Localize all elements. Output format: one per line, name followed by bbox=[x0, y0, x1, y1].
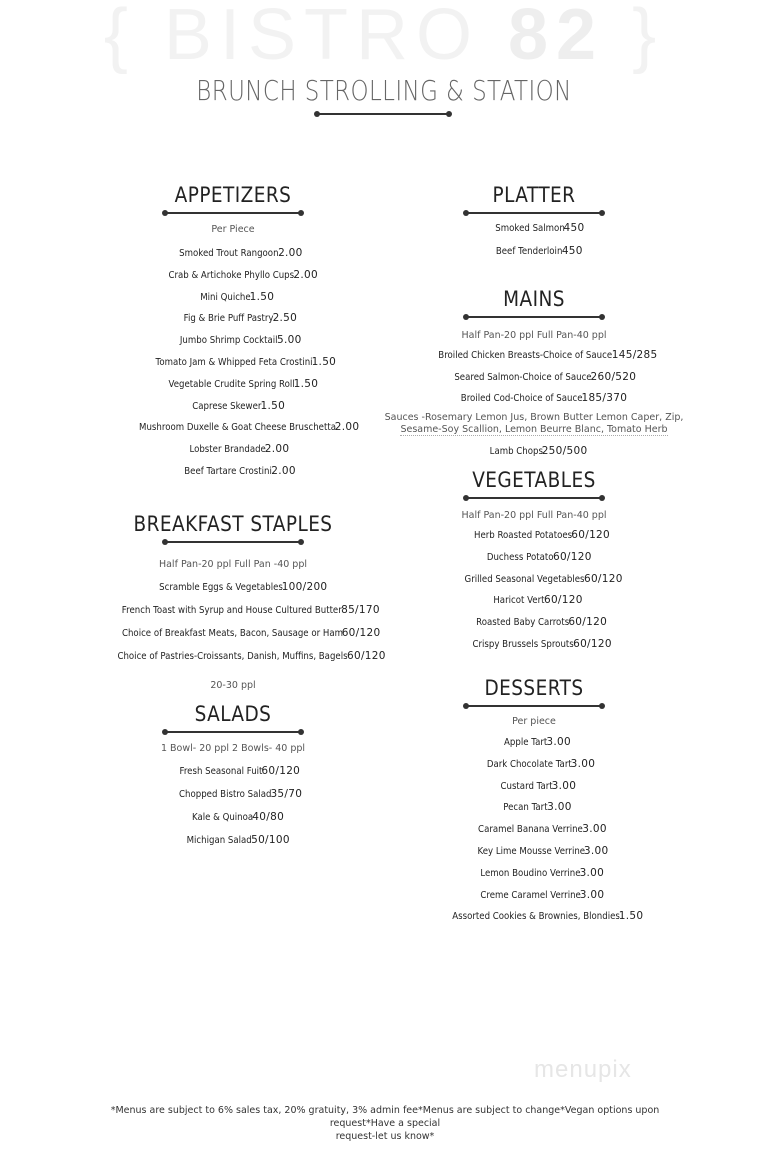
appetizers-items bbox=[83, 243, 383, 483]
list-item: Broiled Cod-Choice of Sauce 185/370 bbox=[460, 392, 628, 404]
list-item: Mini Quiche 1.50 bbox=[199, 290, 275, 303]
desserts-items bbox=[384, 732, 684, 928]
list-item: Beef Tartare Crostini 2.00 bbox=[184, 464, 296, 477]
list-item: Fig & Brie Puff Pastry 2.50 bbox=[183, 312, 298, 325]
salads-list bbox=[83, 742, 383, 852]
desserts-title: DESSERTS bbox=[484, 676, 584, 700]
list-item: Smoked Trout Rangoon 2.00 bbox=[179, 247, 303, 259]
appetizers-list bbox=[83, 223, 383, 483]
list-item: Dark Chocolate Tart 3.00 bbox=[486, 757, 596, 770]
appetizers-section bbox=[113, 183, 353, 207]
list-item: Duchess Potato 60/120 bbox=[487, 550, 592, 563]
list-item: Herb Roasted Potatoes 60/120 bbox=[473, 529, 611, 541]
appetizers-title: APPETIZERS bbox=[174, 183, 292, 207]
list-item: Lobster Brandade 2.00 bbox=[189, 443, 290, 456]
list-item: Lamb Chops 250/500 bbox=[489, 445, 588, 457]
vegetables-note: Half Pan-20 ppl Full Pan-40 ppl bbox=[461, 510, 607, 521]
brand-logo bbox=[0, 0, 768, 76]
breakfast-items bbox=[63, 576, 403, 668]
list-item: Custard Tart 3.00 bbox=[500, 779, 577, 792]
breakfast-list bbox=[63, 558, 403, 668]
list-item: Beef Tenderloin 450 bbox=[496, 245, 583, 257]
mains-items bbox=[384, 345, 684, 410]
list-item: Crab & Artichoke Phyllo Cups 2.00 bbox=[168, 268, 318, 281]
list-item: Caprese Skewer 1.50 bbox=[192, 399, 286, 412]
list-item: Broiled Chicken Breasts-Choice of Sauce 145/285 bbox=[438, 349, 658, 361]
salads-items bbox=[83, 760, 383, 852]
desserts-note: Per piece bbox=[512, 716, 556, 727]
desserts-section bbox=[414, 676, 654, 700]
brand-number: 82 bbox=[507, 0, 605, 75]
list-item: Creme Caramel Verrine 3.00 bbox=[480, 888, 605, 901]
sauces-line-2: Sesame-Soy Scallion, Lemon Beurre Blanc, Tomato Herb bbox=[400, 424, 668, 435]
list-item: Choice of Pastries-Croissants, Danish, Muffins, Bagels 60/120 bbox=[117, 650, 386, 662]
platter-divider bbox=[466, 212, 602, 214]
vegetables-divider bbox=[466, 497, 602, 499]
page-title: BRUNCH STROLLING & STATION bbox=[196, 74, 572, 107]
list-item: French Toast with Syrup and House Cultured Butter 85/170 bbox=[121, 604, 380, 616]
mains-sauces bbox=[384, 412, 684, 436]
platter-list bbox=[384, 217, 684, 263]
list-item: Tomato Jam & Whipped Feta Crostini 1.50 bbox=[155, 355, 337, 368]
brand-brace: } bbox=[604, 0, 665, 75]
list-item: Caramel Banana Verrine 3.00 bbox=[478, 823, 607, 836]
mains-note: Half Pan-20 ppl Full Pan-40 ppl bbox=[461, 330, 607, 341]
breakfast-divider bbox=[165, 541, 301, 543]
mains-section bbox=[414, 287, 654, 311]
mains-last bbox=[384, 440, 684, 463]
vegetables-items bbox=[384, 525, 684, 656]
platter-section bbox=[414, 183, 654, 207]
mains-divider bbox=[466, 316, 602, 318]
list-item: Grilled Seasonal Vegetables 60/120 bbox=[464, 572, 623, 585]
mains-title: MAINS bbox=[503, 287, 565, 311]
list-item: Fresh Seasonal Fuit 60/120 bbox=[179, 765, 301, 777]
list-item: Choice of Breakfast Meats, Bacon, Sausage or Ham 60/120 bbox=[121, 627, 381, 639]
desserts-divider bbox=[466, 705, 602, 707]
list-item: Scramble Eggs & Vegetables 100/200 bbox=[158, 581, 328, 593]
list-item: Apple Tart 3.00 bbox=[504, 736, 572, 748]
vegetables-list bbox=[384, 509, 684, 656]
watermark-logo: menupix bbox=[534, 1056, 632, 1083]
list-item: Chopped Bistro Salad 35/70 bbox=[178, 788, 303, 800]
salads-note: 1 Bowl- 20 ppl 2 Bowls- 40 ppl bbox=[160, 743, 306, 754]
list-item: Seared Salmon-Choice of Sauce 260/520 bbox=[454, 370, 637, 383]
list-item: Kale & Quinoa 40/80 bbox=[191, 811, 285, 823]
platter-title: PLATTER bbox=[492, 183, 576, 207]
list-item: Pecan Tart 3.00 bbox=[503, 801, 572, 814]
brand-text: { BISTRO bbox=[103, 0, 508, 75]
salads-section bbox=[113, 702, 353, 726]
desserts-list bbox=[384, 715, 684, 928]
salads-divider bbox=[165, 731, 301, 733]
breakfast-note: Half Pan-20 ppl Full Pan -40 ppl bbox=[158, 559, 308, 570]
breakfast-title: BREAKFAST STAPLES bbox=[133, 512, 333, 536]
vegetables-section bbox=[414, 468, 654, 492]
list-item: Key Lime Mousse Verrine 3.00 bbox=[477, 844, 609, 857]
footer-line-1: *Menus are subject to 6% sales tax, 20% gratuity, 3% admin fee*Menus are subject to change*Vegan options upon request*Have a special bbox=[110, 1105, 660, 1129]
list-item: Crispy Brussels Sprouts 60/120 bbox=[472, 637, 612, 650]
list-item: Mushroom Duxelle & Goat Cheese Bruschetta 2.00 bbox=[138, 421, 360, 434]
list-item: Smoked Salmon 450 bbox=[494, 222, 585, 234]
title-divider bbox=[317, 113, 449, 115]
salads-pre-note: 20-30 ppl bbox=[210, 680, 256, 691]
breakfast-section bbox=[83, 512, 383, 536]
appetizers-note: Per Piece bbox=[211, 224, 255, 235]
list-item: Lemon Boudino Verrine 3.00 bbox=[480, 866, 605, 879]
list-item: Roasted Baby Carrots 60/120 bbox=[476, 616, 608, 629]
sauces-line-1: Sauces -Rosemary Lemon Jus, Brown Butter Lemon Caper, Zip, bbox=[384, 412, 684, 423]
mains-list bbox=[384, 329, 684, 410]
list-item: Haricot Vert 60/120 bbox=[493, 594, 583, 607]
footer-disclaimer bbox=[90, 1104, 680, 1143]
list-item: Michigan Salad 50/100 bbox=[186, 834, 290, 846]
list-item: Vegetable Crudite Spring Roll 1.50 bbox=[168, 377, 319, 390]
list-item: Jumbo Shrimp Cocktail 5.00 bbox=[180, 334, 302, 347]
footer-line-2: request-let us know* bbox=[335, 1131, 435, 1142]
appetizers-divider bbox=[165, 212, 301, 214]
list-item: Assorted Cookies & Brownies, Blondies 1.50 bbox=[451, 910, 644, 923]
vegetables-title: VEGETABLES bbox=[472, 468, 596, 492]
salads-title: SALADS bbox=[194, 702, 272, 726]
